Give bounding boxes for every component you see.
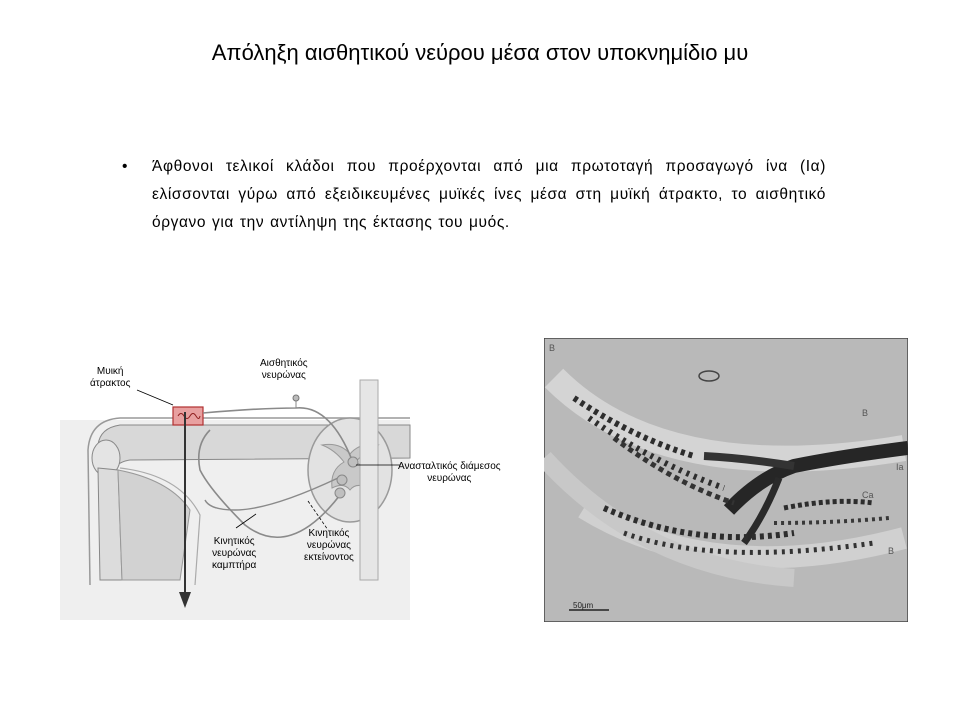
label-flexor-line3: καμπτήρα: [212, 560, 257, 571]
label-muscle-spindle-line2: άτρακτος: [90, 378, 131, 389]
label-extensor-line1: Κινητικός: [308, 528, 350, 539]
micrograph: [544, 338, 908, 622]
label-sensory-neuron-line2: νευρώνας: [261, 370, 306, 381]
motor-neuron-cell-2: [335, 488, 345, 498]
label-flexor-line1: Κινητικός: [213, 536, 255, 547]
label-sensory-neuron-line1: Αισθητικός: [260, 358, 308, 369]
vertebra-column: [360, 380, 378, 580]
label-flexor-motor-neuron: [212, 536, 256, 572]
motor-neuron-cell-1: [337, 475, 347, 485]
muscle-spindle: [173, 407, 203, 425]
reflex-arc-diagram: [60, 350, 520, 620]
bullet-item: [122, 153, 826, 237]
label-flexor-line2: νευρώνας: [212, 548, 257, 559]
bullet-text: Άφθονοι τελικοί κλάδοι που προέρχονται από μια πρωτοταγή προσαγωγό ίνα (Ια) ελίσσονται γύρω από εξειδικευμένες μυϊκές ίνες μέσα στη μυϊκή άτρακτο, το αισθητικό όργανο για την αντίληψη της έκτασης του μυός.: [152, 158, 826, 231]
micrograph-image: [544, 338, 908, 622]
interneuron-cell: [348, 457, 358, 467]
label-inhibitory-line1: Ανασταλτικός διάμεσος: [398, 461, 501, 472]
micro-label-ca: Ca: [862, 490, 874, 500]
slide-title: Απόληξη αισθητικού νεύρου μέσα στον υποκνημίδιο μυ: [211, 40, 749, 65]
label-extensor-line2: νευρώνας: [306, 540, 351, 551]
micro-label-b-top-left: B: [549, 343, 556, 353]
label-inhibitory-interneuron: [398, 461, 501, 485]
label-extensor-motor-neuron: [304, 528, 354, 564]
reflex-arc-illustration: [60, 350, 520, 620]
label-extensor-line3: εκτείνοντος: [304, 552, 354, 563]
micro-label-b-lower-right: B: [888, 546, 895, 556]
bullet-marker: •: [122, 158, 128, 175]
micro-label-b-upper-right: B: [862, 408, 869, 418]
label-inhibitory-line2: νευρώνας: [427, 473, 472, 484]
sensory-ganglion: [293, 395, 299, 401]
scale-bar-label: 50μm: [573, 601, 594, 610]
micro-label-ia: Ia: [896, 462, 904, 472]
label-muscle-spindle: [90, 366, 130, 390]
label-sensory-neuron: [260, 358, 308, 382]
label-muscle-spindle-line1: Μυική: [96, 366, 124, 377]
